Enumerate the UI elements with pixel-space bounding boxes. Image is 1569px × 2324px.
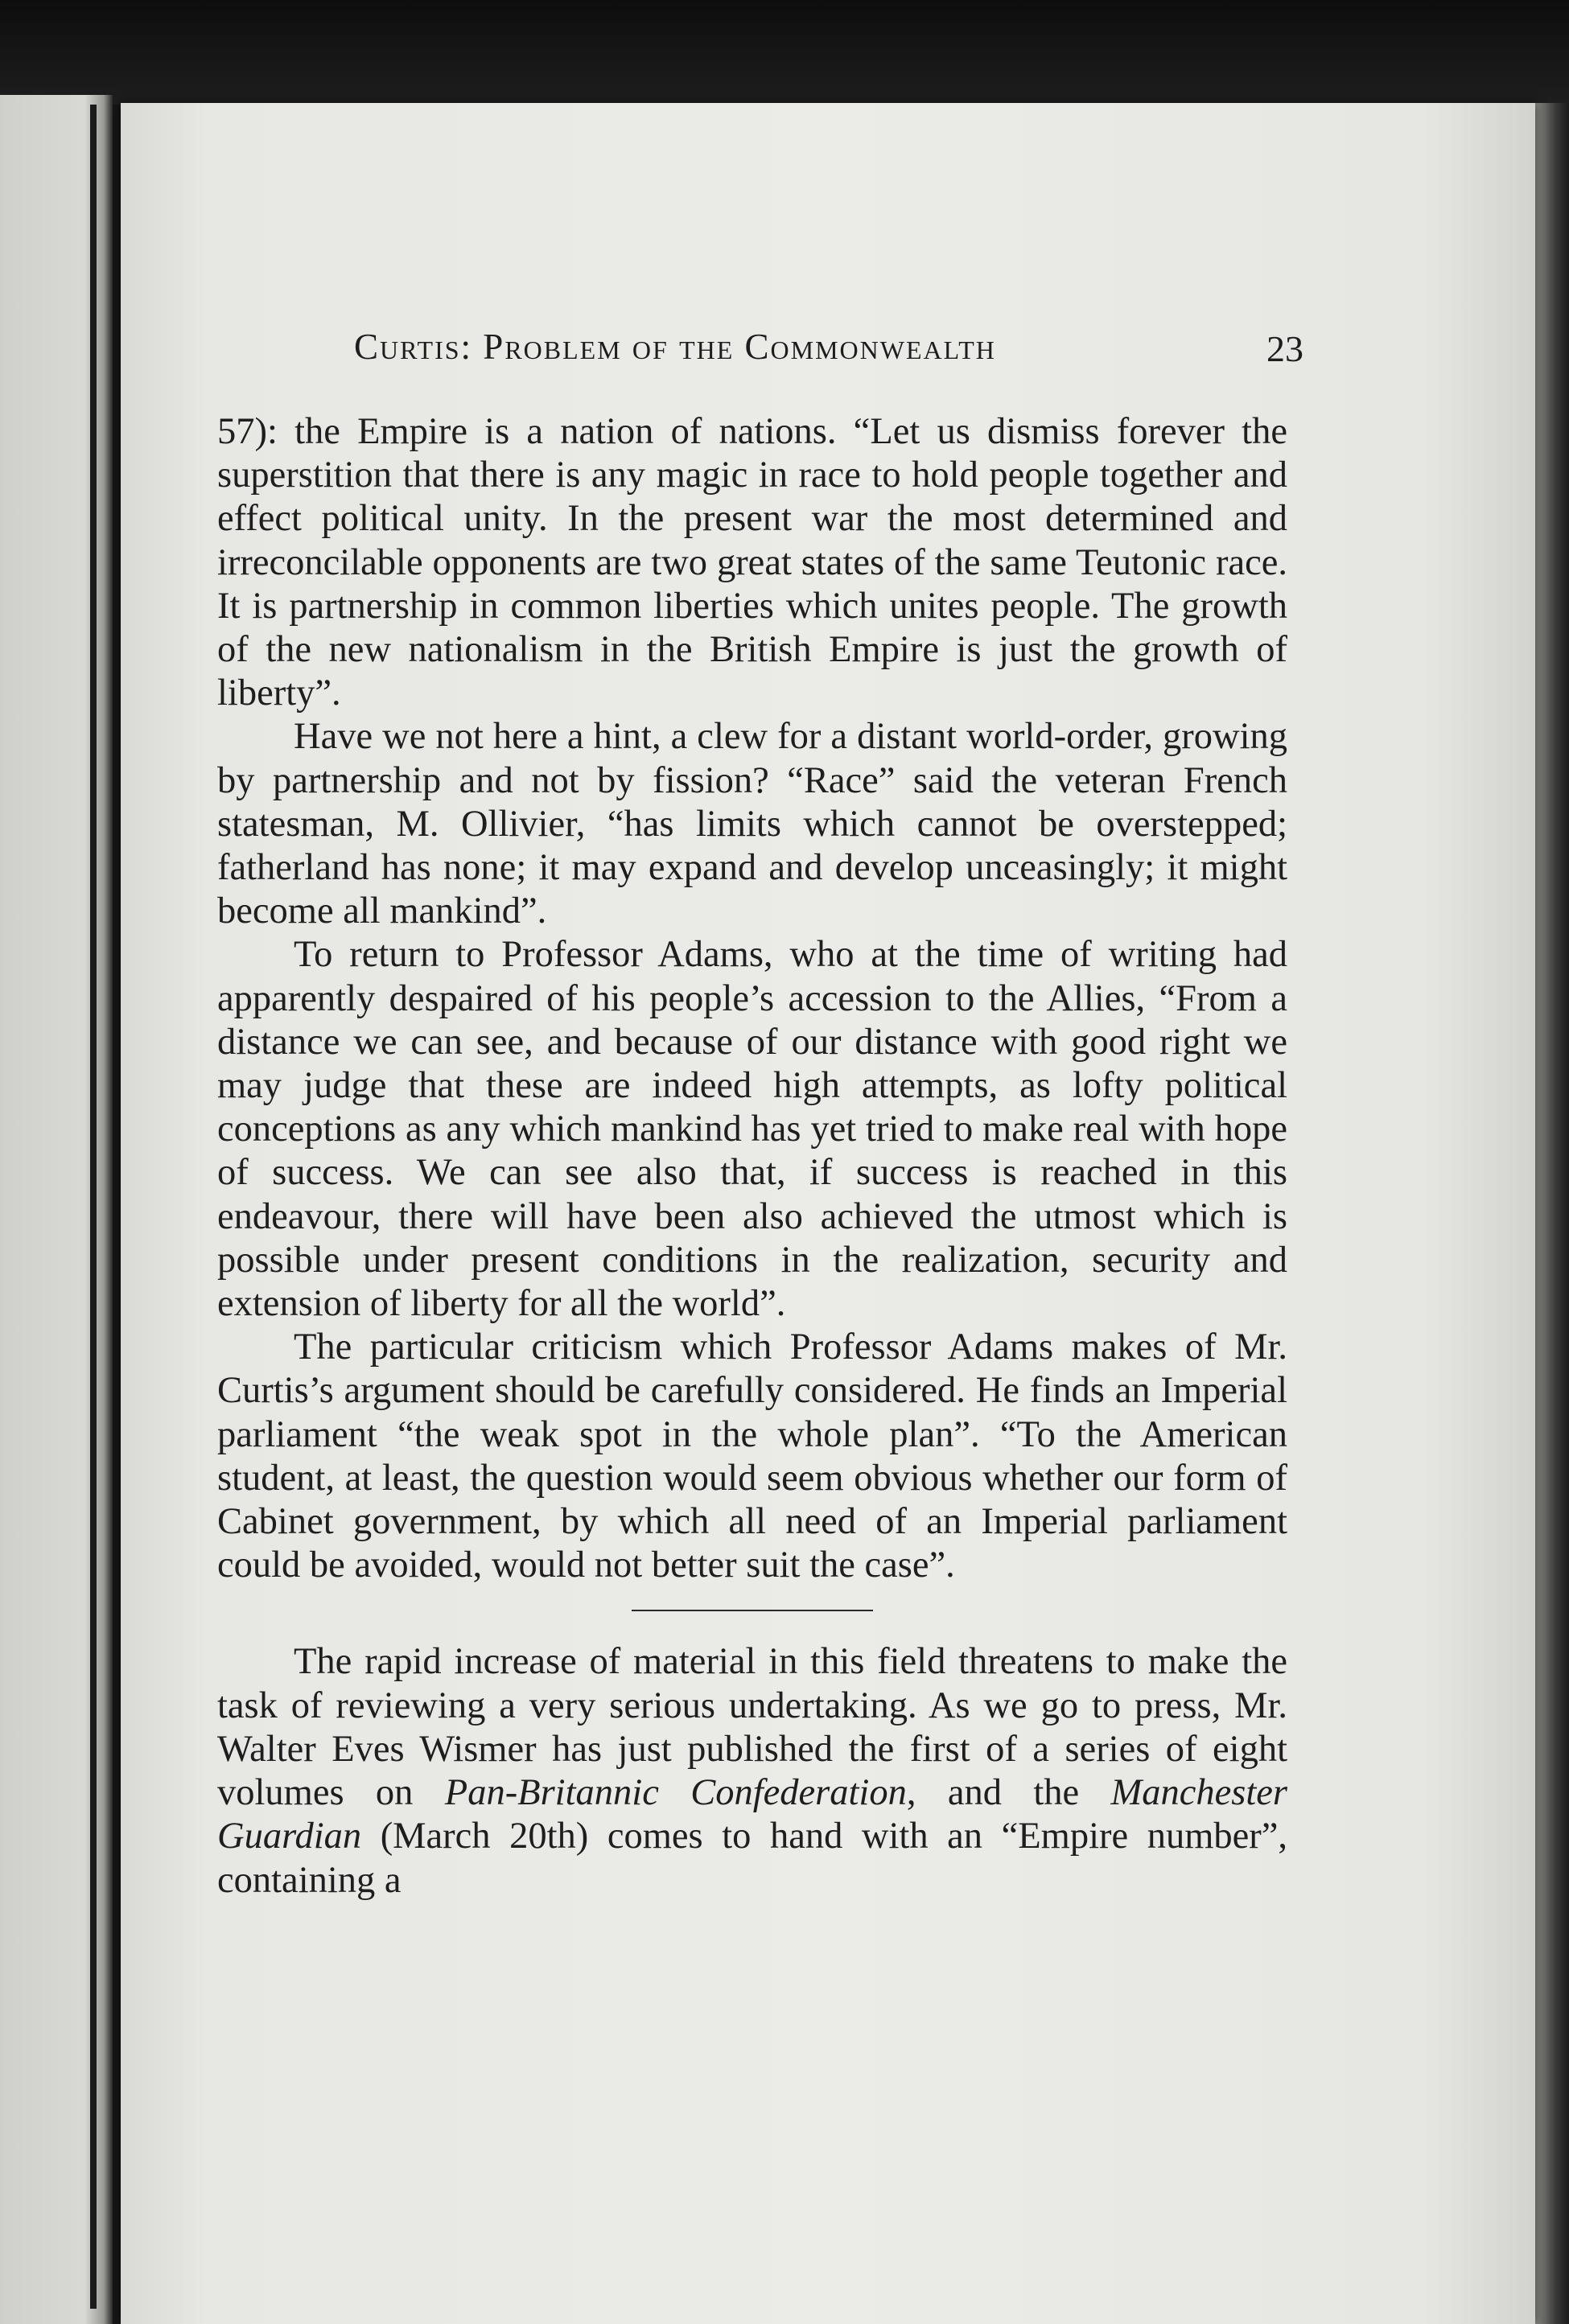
running-head [354, 326, 1303, 382]
paragraph: Have we not here a hint, a clew for a distant world-order, growing by partnership and not by fission? “Race” said the veteran French statesman, M. Ollivier, “has limits which cannot be overstepped; fatherland has none; it may expand and develop unceasingly; it might become all mankind”. [217, 716, 1287, 932]
paragraph-text: , and the [906, 1772, 1111, 1814]
section-divider [632, 1610, 873, 1611]
body-text [217, 410, 1287, 1902]
page-number: 23 [1266, 328, 1303, 369]
gutter-shadow [90, 105, 97, 2309]
paragraph-text: (March 20th) comes to hand with an “Empire number”, containing a [217, 1816, 1287, 1901]
book-title: Pan-Britannic Confederation [444, 1772, 907, 1814]
paragraph-continued: 57): the Empire is a nation of nations. “Let us dismiss forever the superstition that there is any magic in race to hold people together and effect political unity. In the present war the most determined and irreconcilable opponents are two great states of the same Teutonic race. It is partnership in common liberties which unites people. The growth of the new nationalism in the British Empire is just the growth of liberty”. [217, 411, 1287, 714]
top-shadow [0, 0, 1569, 105]
paragraph-text: The rapid increase of material in this field threatens to make the task of reviewing a very serious undertaking. As we go to press, Mr. Walter Eves Wismer has just published the first of a series of eight volumes on [217, 1641, 1287, 1814]
running-title: Curtis: Problem of the Commonwealth [354, 327, 996, 367]
page-edge-shadow [1535, 103, 1569, 2324]
newspaper-title: Manchester Guardian [217, 1772, 1288, 1857]
paragraph: The particular criticism which Professor Adams makes of Mr. Curtis’s argument should be carefully considered. He finds an Imperial parliament “the weak spot in the whole plan”. “To the American student, at least, the question would seem obvious whether our form of Cabinet government, by which all need of an Imperial parliament could be avoided, would not better suit the case”. [217, 1327, 1287, 1586]
paragraph [217, 1640, 1287, 1902]
paragraph: To return to Professor Adams, who at the time of writing had apparently despaired of his people’s accession to the Allies, “From a distance we can see, and because of our distance with good right we may judge that these are indeed high attempts, as lofty political conceptions as any which mankind has yet tried to make real with hope of success. We can see also that, if success is reached in this endeavour, there will have been also achieved the utmost which is possible under present conditions in the realization, security and extension of liberty for all the world”. [217, 934, 1287, 1325]
